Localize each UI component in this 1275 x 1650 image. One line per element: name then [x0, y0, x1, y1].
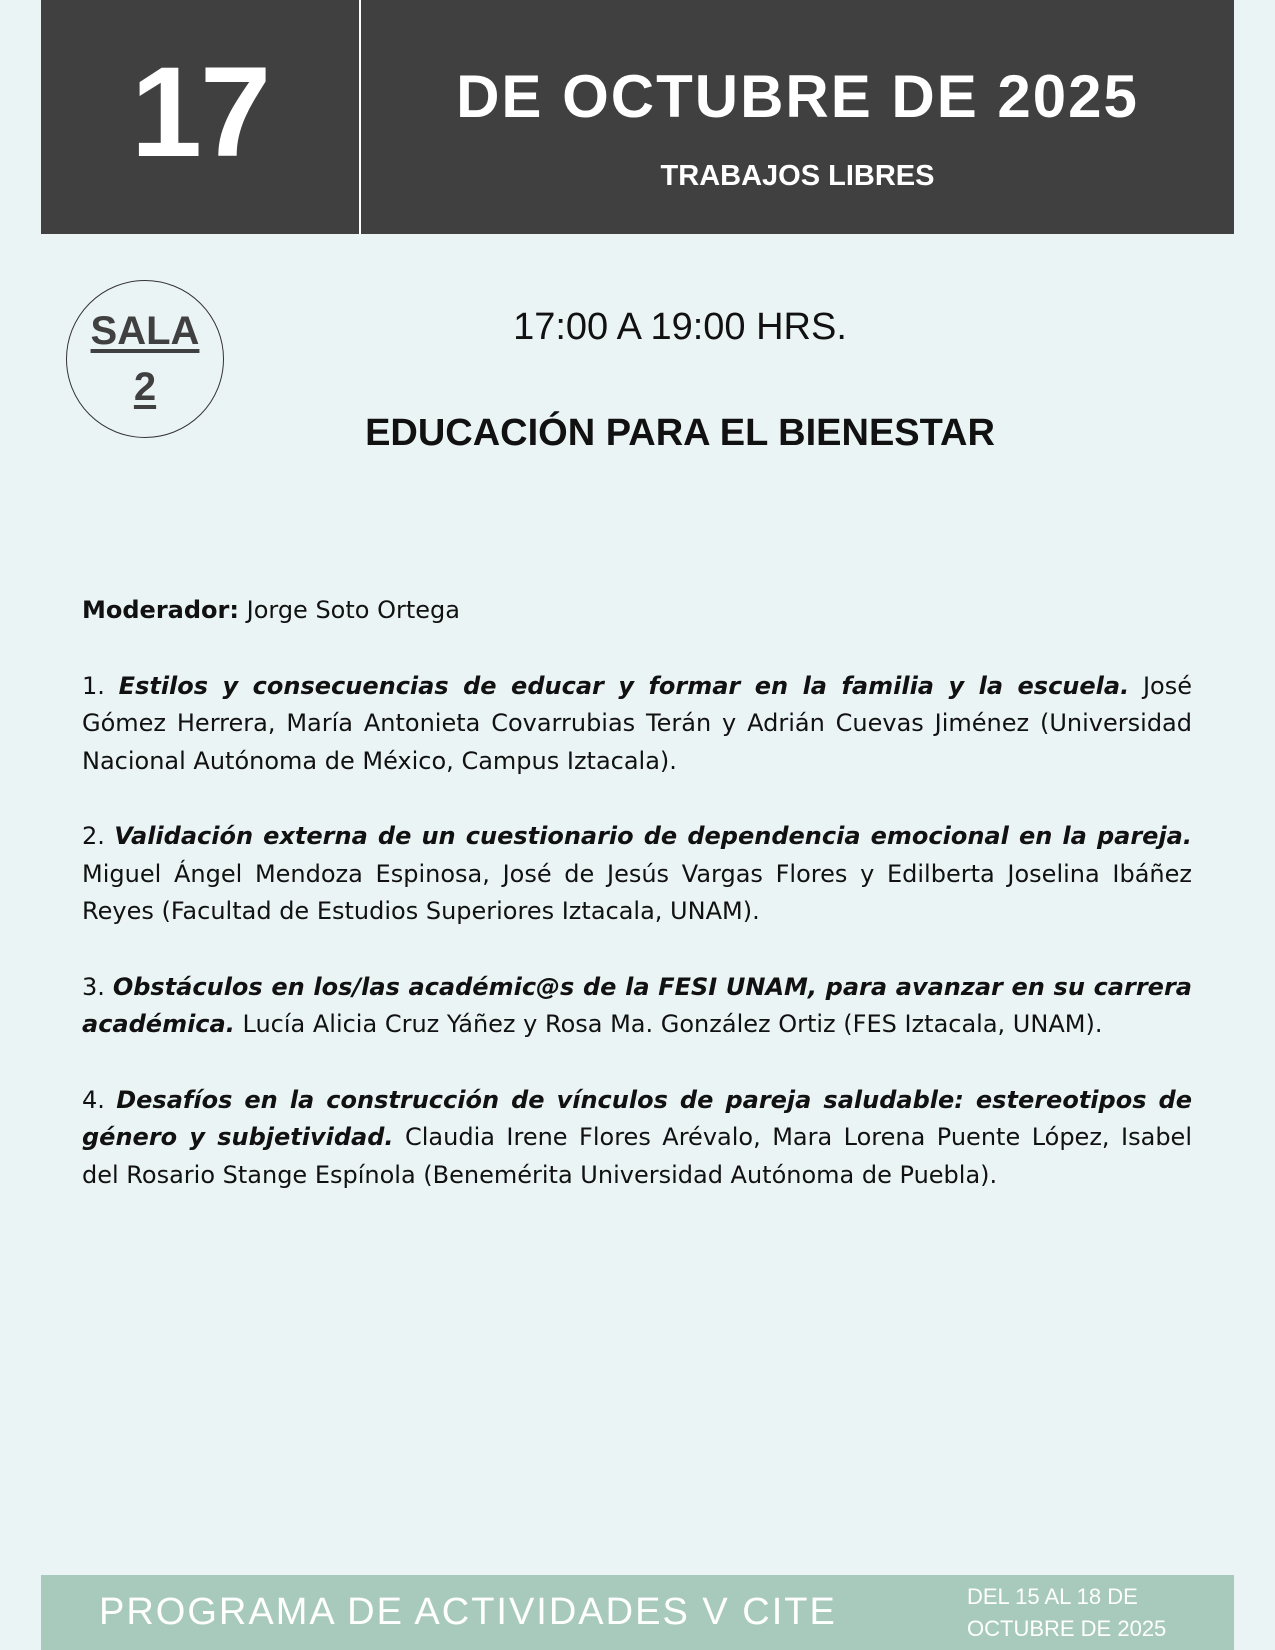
item-authors: José Gómez Herrera, María Antonieta Covarrubias Terán y Adrián Cuevas Jiménez (Universidad Nacional Autónoma de México, Campus Iztacala).	[82, 671, 1192, 775]
day-number: 17	[130, 40, 270, 184]
moderator-line	[82, 592, 1192, 630]
date-box	[361, 0, 1234, 234]
footer-dates	[967, 1581, 1197, 1645]
item-authors: Claudia Irene Flores Arévalo, Mara Lorena Puente López, Isabel del Rosario Stange Espínola (Benemérita Universidad Autónoma de Puebla).	[82, 1123, 1192, 1189]
item-number: 4.	[82, 1085, 105, 1114]
session-time: 17:00 A 19:00 HRS.	[513, 306, 847, 348]
item-title: Estilos y consecuencias de educar y formar en la familia y la escuela.	[118, 671, 1130, 700]
footer-dates-line1: DEL 15 AL 18 DE	[967, 1584, 1138, 1609]
footer-title: PROGRAMA DE ACTIVIDADES V CITE	[99, 1591, 837, 1633]
program-content	[82, 592, 1192, 1232]
session-type: TRABAJOS LIBRES	[660, 160, 935, 192]
session-topic: EDUCACIÓN PARA EL BIENESTAR	[365, 412, 995, 454]
room-badge	[66, 280, 224, 438]
item-number: 1.	[82, 671, 105, 700]
item-number: 3.	[82, 972, 105, 1001]
footer-banner	[41, 1575, 1234, 1650]
program-item	[82, 969, 1192, 1044]
program-item	[82, 818, 1192, 931]
item-number: 2.	[82, 822, 105, 850]
program-item	[82, 1082, 1192, 1195]
item-authors: Lucía Alicia Cruz Yáñez y Rosa Ma. González Ortiz (FES Iztacala, UNAM).	[242, 1010, 1103, 1038]
moderator-label: Moderador:	[82, 596, 239, 624]
footer-dates-line2: OCTUBRE DE 2025	[967, 1616, 1167, 1641]
day-box	[41, 0, 359, 234]
item-title: Desafíos en la construcción de vínculos de pareja saludable: estereotipos de género y subjetividad.	[82, 1085, 1192, 1151]
item-authors: Miguel Ángel Mendoza Espinosa, José de Jesús Vargas Flores y Edilberta Joselina Ibáñez Reyes (Facultad de Estudios Superiores Iztacala, UNAM).	[82, 859, 1192, 925]
room-number: 2	[133, 365, 157, 409]
date-heading: DE OCTUBRE DE 2025	[456, 63, 1139, 130]
item-title: Validación externa de un cuestionario de dependencia emocional en la pareja.	[114, 822, 1192, 850]
program-item	[82, 668, 1192, 781]
item-title: Obstáculos en los/las académic@s de la FESI UNAM, para avanzar en su carrera académica.	[82, 972, 1192, 1038]
room-label: SALA	[90, 309, 200, 353]
moderator-name: Jorge Soto Ortega	[246, 596, 460, 624]
header-banner	[41, 0, 1234, 234]
